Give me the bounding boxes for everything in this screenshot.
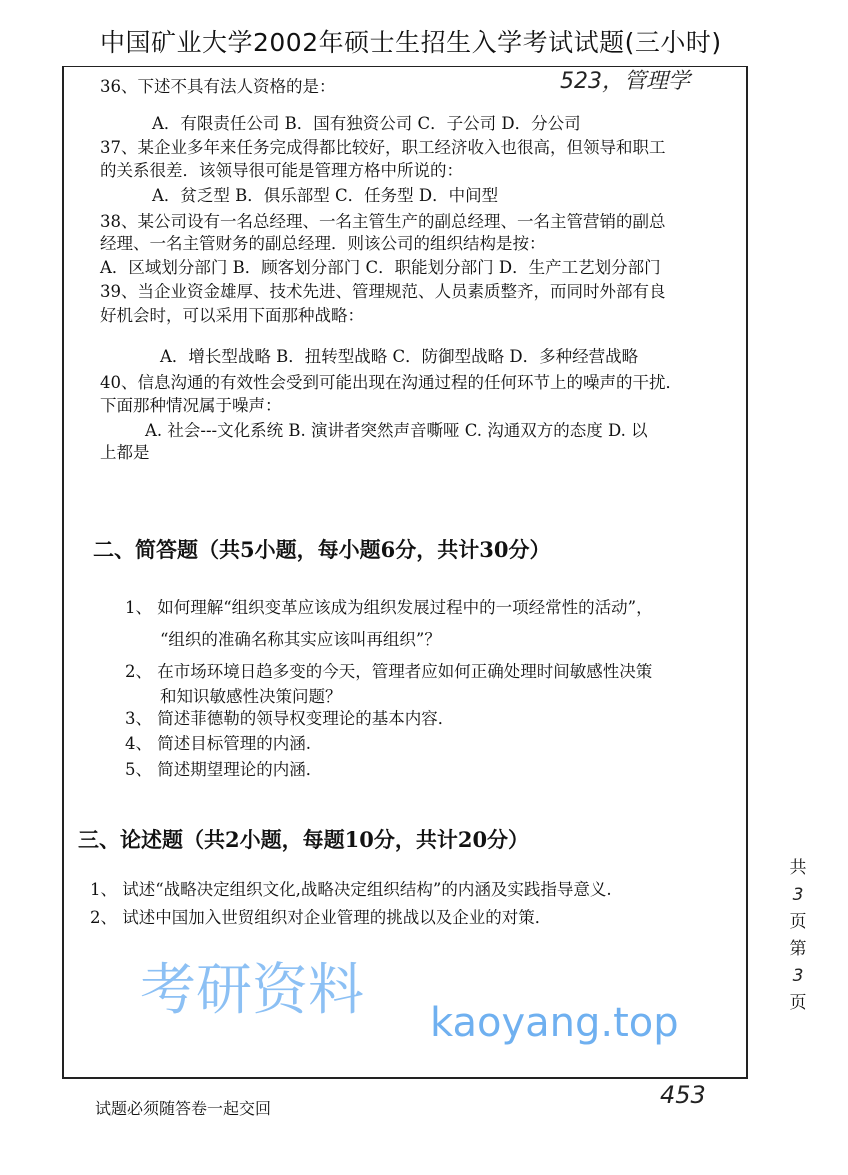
question-options: 上都是 — [100, 443, 150, 462]
question-line: “组织的准确名称其实应该叫再组织”？ — [160, 630, 441, 649]
question-line: 下面那种情况属于噪声： — [100, 396, 282, 415]
page-indicator-char: 3 — [792, 966, 804, 986]
handwritten-subject-code: 523，管理学 — [560, 69, 690, 94]
page-indicator-char: 第 — [789, 939, 807, 959]
section-heading-essay: 三、论述题（共2小题，每题10分，共计20分） — [78, 827, 530, 852]
page-indicator-char: 页 — [789, 993, 807, 1013]
watermark-cjk: 考研资料 — [140, 958, 364, 1023]
question-line: 2、 试述中国加入世贸组织对企业管理的挑战以及企业的对策． — [90, 908, 552, 927]
page-indicator — [788, 855, 808, 1017]
question-line: 40、信息沟通的有效性会受到可能出现在沟通过程的任何环节上的噪声的干扰． — [100, 373, 682, 392]
question-line: 4、 简述目标管理的内涵. — [125, 734, 311, 753]
question-options: A．增长型战略 B．扭转型战略 C．防御型战略 D．多种经营战略 — [160, 347, 639, 366]
exam-title: 中国矿业大学2002年硕士生招生入学考试试题(三小时) — [100, 28, 722, 57]
question-line: 的关系很差．该领导很可能是管理方格中所说的： — [100, 161, 463, 180]
question-line: 5、 简述期望理论的内涵． — [125, 760, 323, 779]
question-line: 经理、一名主管财务的副总经理．则该公司的组织结构是按： — [100, 234, 546, 253]
question-options: A. 社会---文化系统 B. 演讲者突然声音嘶哑 C. 沟通双方的态度 D. 以 — [145, 421, 648, 440]
question-line: 好机会时，可以采用下面那种战略： — [100, 306, 364, 325]
watermark-text: kaoyang.top — [430, 1000, 679, 1046]
question-options: A．区域划分部门 B．顾客划分部门 C．职能划分部门 D．生产工艺划分部门 — [100, 258, 661, 277]
question-line: 1、 试述“战略决定组织文化,战略决定组织结构”的内涵及实践指导意义. — [90, 880, 612, 899]
question-line: 1、 如何理解“组织变革应该成为组织发展过程中的一项经常性的活动”， — [125, 598, 653, 617]
question-line: 39、当企业资金雄厚、技术先进、管理规范、人员素质整齐，而同时外部有良 — [100, 282, 666, 301]
page-indicator-char: 共 — [789, 858, 807, 878]
page-indicator-char: 3 — [792, 885, 804, 905]
footer-note: 试题必须随答卷一起交回 — [95, 1099, 272, 1118]
page-indicator-char: 页 — [789, 912, 807, 932]
question-options: A．贫乏型 B．俱乐部型 C．任务型 D．中间型 — [152, 186, 499, 205]
question-line: 37、某企业多年来任务完成得都比较好，职工经济收入也很高，但领导和职工 — [100, 138, 666, 157]
question-line: 和知识敏感性决策问题？ — [160, 687, 342, 706]
question-line: 3、 简述菲德勒的领导权变理论的基本内容． — [125, 709, 455, 728]
handwritten-page-number: 453 — [660, 1081, 706, 1109]
section-heading-short-answer: 二、简答题（共5小题，每小题6分，共计30分） — [93, 537, 551, 562]
question-line: 2、 在市场环境日趋多变的今天，管理者应如何正确处理时间敏感性决策 — [125, 662, 653, 681]
question-line: 36、下述不具有法人资格的是： — [100, 77, 336, 96]
question-line: 38、某公司设有一名总经理、一名主管生产的副总经理、一名主管营销的副总 — [100, 212, 666, 231]
question-options: A．有限责任公司 B．国有独资公司 C．子公司 D．分公司 — [152, 114, 581, 133]
